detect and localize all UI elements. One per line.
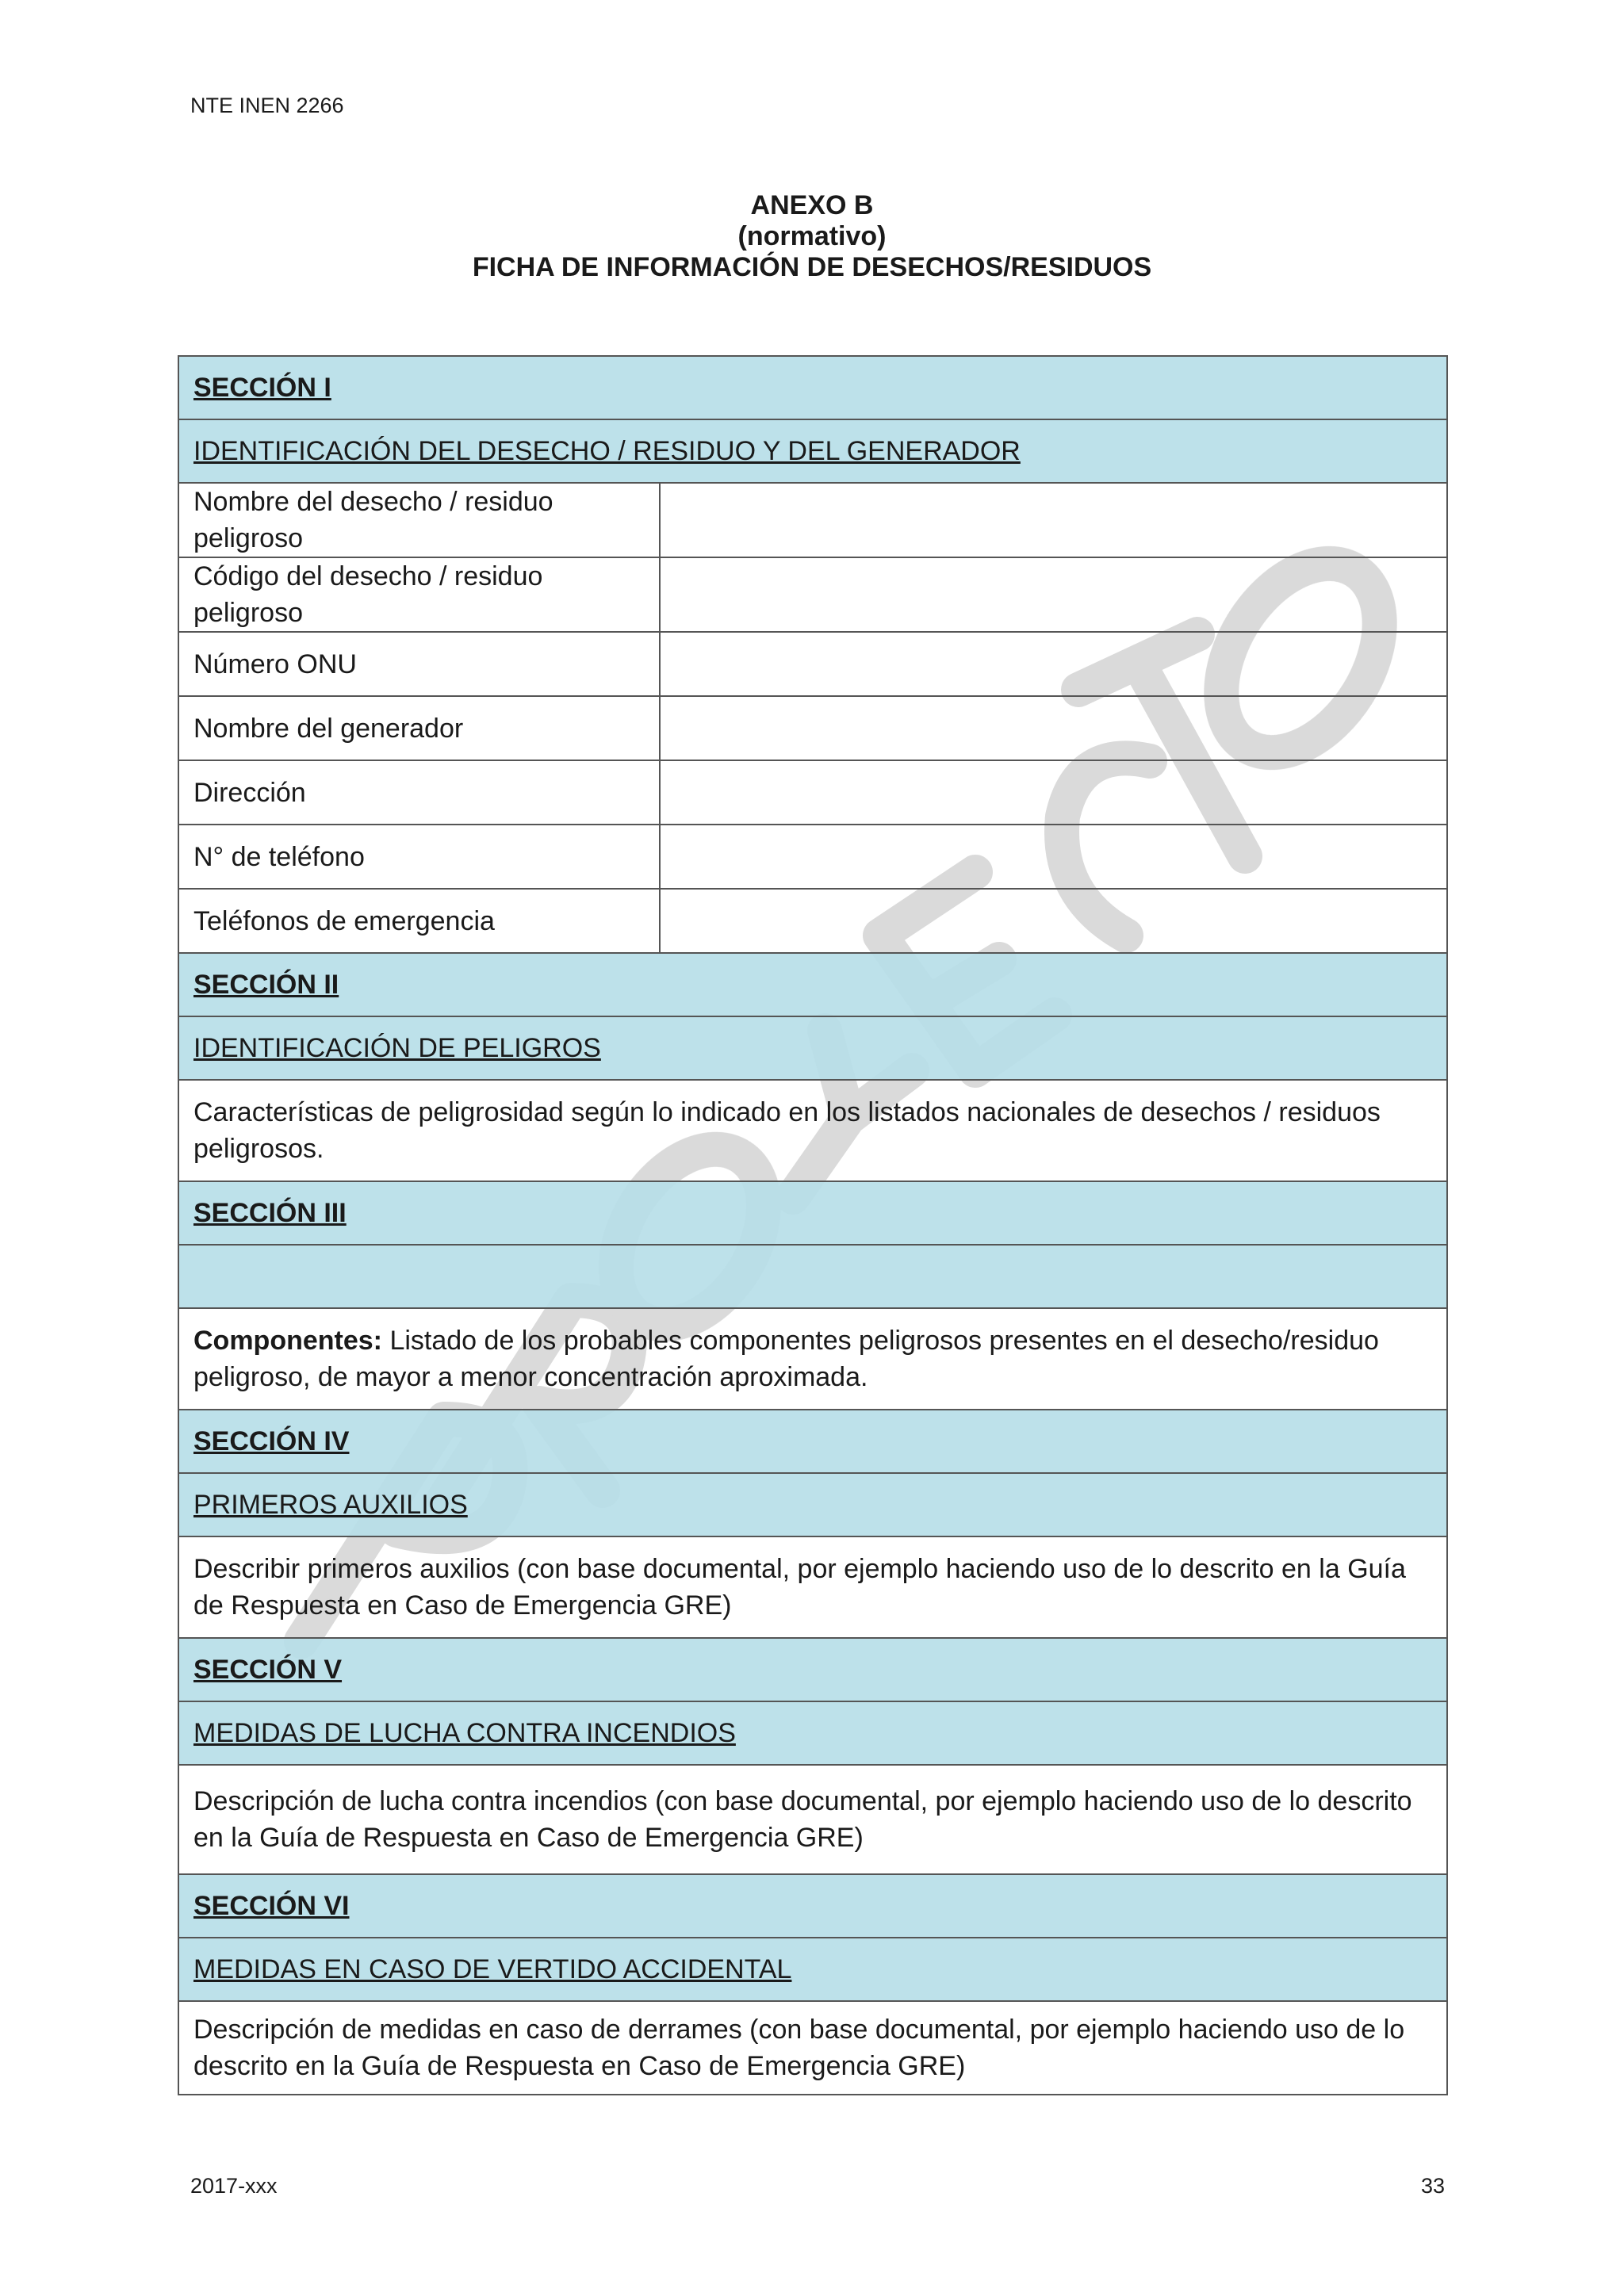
section-2-heading: SECCIÓN II [178, 953, 1447, 1016]
phone-field[interactable] [660, 825, 1447, 889]
page-number: 33 [1420, 2174, 1445, 2198]
annex-title: ANEXO B [750, 190, 874, 220]
waste-code-field[interactable] [660, 557, 1447, 632]
section-4-subheading: PRIMEROS AUXILIOS [178, 1473, 1447, 1536]
waste-name-label: Nombre del desecho / residuo peligroso [178, 483, 660, 557]
un-number-label: Número ONU [178, 632, 660, 696]
section-3-body [178, 1308, 1447, 1410]
address-label: Dirección [178, 760, 660, 825]
section-4-body: Describir primeros auxilios (con base documental, por ejemplo haciendo uso de lo descrito en la Guía de Respuesta en Caso de Emergencia GRE) [178, 1536, 1447, 1638]
section-5-subheading: MEDIDAS DE LUCHA CONTRA INCENDIOS [178, 1701, 1447, 1765]
section-3-subheading [178, 1245, 1447, 1308]
section-3-heading: SECCIÓN III [178, 1181, 1447, 1245]
section-2-body: Características de peligrosidad según lo indicado en los listados nacionales de desechos / residuos peligrosos. [178, 1080, 1447, 1181]
un-number-field[interactable] [660, 632, 1447, 696]
section-1-subheading: IDENTIFICACIÓN DEL DESECHO / RESIDUO Y DEL GENERADOR [178, 419, 1447, 483]
section-2-subheading: IDENTIFICACIÓN DE PELIGROS [178, 1016, 1447, 1080]
generator-name-field[interactable] [660, 696, 1447, 760]
section-6-subheading: MEDIDAS EN CASO DE VERTIDO ACCIDENTAL [178, 1938, 1447, 2001]
components-label: Componentes: [193, 1326, 382, 1356]
emergency-phones-label: Teléfonos de emergencia [178, 889, 660, 953]
address-field[interactable] [660, 760, 1447, 825]
waste-info-form [178, 355, 1448, 2095]
components-text: Listado de los probables componentes peligrosos presentes en el desecho/residuo peligroso, de mayor a menor concentración aproximada. [193, 1326, 1379, 1392]
phone-label: N° de teléfono [178, 825, 660, 889]
form-title: FICHA DE INFORMACIÓN DE DESECHOS/RESIDUOS [472, 252, 1152, 282]
waste-name-field[interactable] [660, 483, 1447, 557]
section-4-heading: SECCIÓN IV [178, 1410, 1447, 1473]
annex-type: (normativo) [737, 221, 887, 251]
document-code: NTE INEN 2266 [190, 94, 344, 117]
section-1-heading: SECCIÓN I [178, 356, 1447, 419]
section-5-body: Descripción de lucha contra incendios (con base documental, por ejemplo haciendo uso de lo descrito en la Guía de Respuesta en Caso de Emergencia GRE) [178, 1765, 1447, 1874]
waste-code-label: Código del desecho / residuo peligroso [178, 557, 660, 632]
section-6-body: Descripción de medidas en caso de derrames (con base documental, por ejemplo haciendo uso de lo descrito en la Guía de Respuesta en Caso de Emergencia GRE) [178, 2001, 1447, 2095]
title-block [0, 190, 1624, 283]
document-version: 2017-xxx [190, 2174, 278, 2198]
emergency-phones-field[interactable] [660, 889, 1447, 953]
section-6-heading: SECCIÓN VI [178, 1874, 1447, 1938]
section-5-heading: SECCIÓN V [178, 1638, 1447, 1701]
generator-name-label: Nombre del generador [178, 696, 660, 760]
